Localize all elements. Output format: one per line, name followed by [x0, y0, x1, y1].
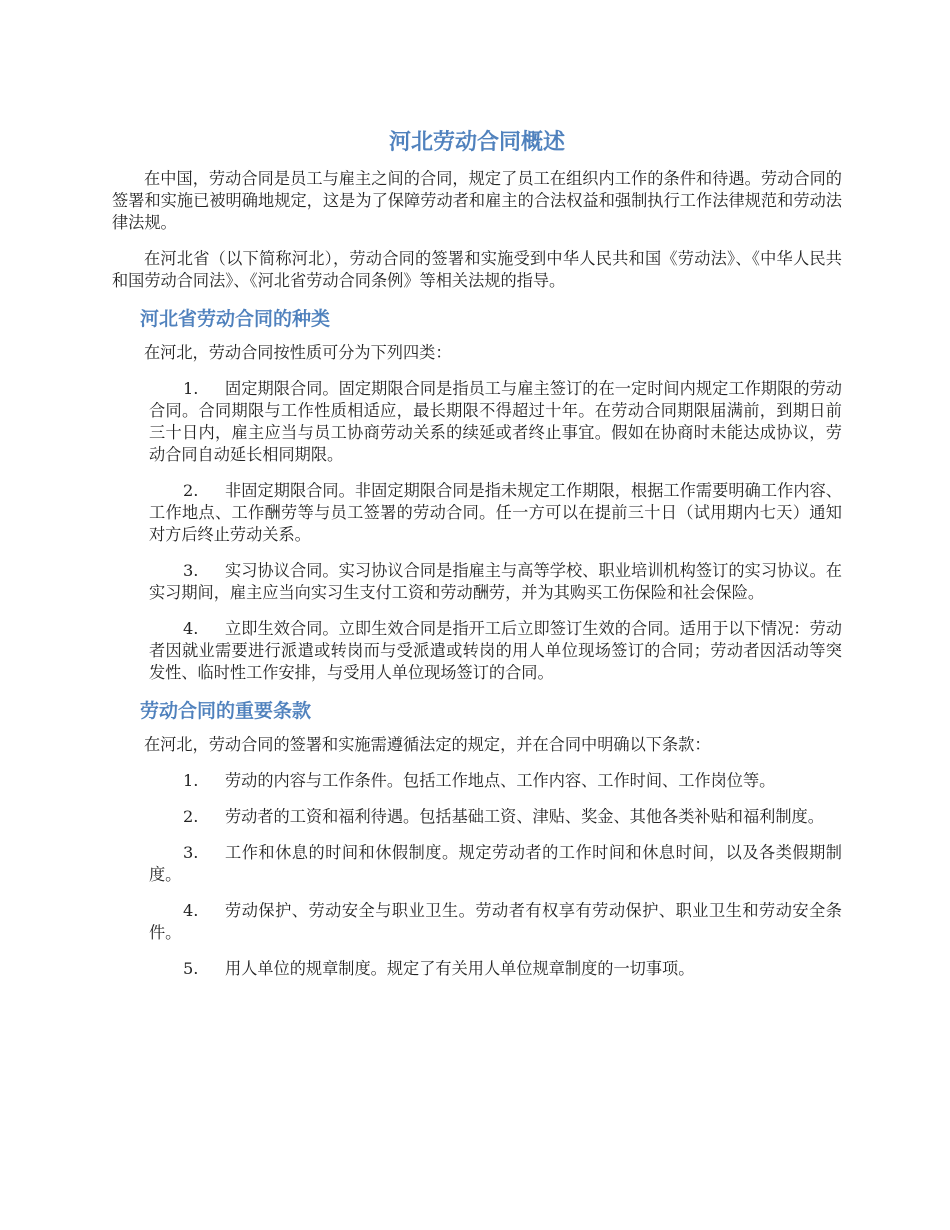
- section-heading-key-clauses: 劳动合同的重要条款: [140, 700, 312, 722]
- list-item-text: 劳动者的工资和福利待遇。包括基础工资、津贴、奖金、其他各类补贴和福利制度。: [225, 807, 824, 826]
- list-item-number: 3.: [183, 561, 199, 580]
- list-item-number: 5.: [183, 959, 199, 978]
- list-item-text: 非固定期限合同。非固定期限合同是指未规定工作期限，根据工作需要明确工作内容、工作地点、工作酬劳等与员工签署的劳动合同。任一方可以在提前三十日（试用期内七天）通知对方后终止劳动关系。: [149, 481, 842, 544]
- contract-types-list: [112, 378, 842, 684]
- list-item: [149, 618, 842, 684]
- list-item-text: 工作和休息的时间和休假制度。规定劳动者的工作时间和休息时间，以及各类假期制度。: [149, 843, 842, 884]
- list-item: [149, 958, 842, 980]
- intro-paragraph-1: 在中国，劳动合同是员工与雇主之间的合同，规定了员工在组织内工作的条件和待遇。劳动合同的签署和实施已被明确地规定，这是为了保障劳动者和雇主的合法权益和强制执行工作法律规范和劳动法律法规。: [112, 169, 842, 232]
- list-item: [149, 378, 842, 466]
- list-item-number: 1.: [183, 379, 199, 398]
- list-item-number: 4.: [183, 619, 199, 638]
- section-lead-contract-types: 在河北，劳动合同按性质可分为下列四类：: [144, 343, 452, 362]
- document-body: [112, 128, 842, 994]
- list-item-text: 劳动保护、劳动安全与职业卫生。劳动者有权享有劳动保护、职业卫生和劳动安全条件。: [149, 901, 842, 942]
- list-item: [149, 770, 842, 792]
- list-item: [149, 560, 842, 604]
- list-item-number: 3.: [183, 843, 199, 862]
- list-item-text: 劳动的内容与工作条件。包括工作地点、工作内容、工作时间、工作岗位等。: [225, 771, 776, 790]
- list-item-number: 2.: [183, 807, 199, 826]
- list-item: [149, 900, 842, 944]
- page-title: 河北劳动合同概述: [388, 130, 565, 155]
- list-item: [149, 480, 842, 546]
- list-item-number: 4.: [183, 901, 199, 920]
- list-item: [149, 842, 842, 886]
- list-item-number: 1.: [183, 771, 199, 790]
- key-clauses-list: [112, 770, 842, 980]
- list-item-text: 用人单位的规章制度。规定了有关用人单位规章制度的一切事项。: [225, 959, 695, 978]
- section-heading-contract-types: 河北省劳动合同的种类: [140, 308, 331, 330]
- list-item-text: 立即生效合同。立即生效合同是指开工后立即签订生效的合同。适用于以下情况：劳动者因就业需要进行派遣或转岗而与受派遣或转岗的用人单位现场签订的合同；劳动者因活动等突发性、临时性工作安排，与受用人单位现场签订的合同。: [149, 619, 842, 682]
- list-item-text: 实习协议合同。实习协议合同是指雇主与高等学校、职业培训机构签订的实习协议。在实习期间，雇主应当向实习生支付工资和劳动酬劳，并为其购买工伤保险和社会保险。: [149, 561, 842, 602]
- list-item-text: 固定期限合同。固定期限合同是指员工与雇主签订的在一定时间内规定工作期限的劳动合同。合同期限与工作性质相适应，最长期限不得超过十年。在劳动合同期限届满前，到期日前三十日内，雇主应当与员工协商劳动关系的续延或者终止事宜。假如在协商时未能达成协议，劳动合同自动延长相同期限。: [149, 379, 842, 464]
- section-lead-key-clauses: 在河北，劳动合同的签署和实施需遵循法定的规定，并在合同中明确以下条款：: [144, 735, 711, 754]
- intro-paragraph-2: 在河北省（以下简称河北），劳动合同的签署和实施受到中华人民共和国《劳动法》、《中华人民共和国劳动合同法》、《河北省劳动合同条例》等相关法规的指导。: [112, 249, 842, 290]
- list-item-number: 2.: [183, 481, 199, 500]
- list-item: [149, 806, 842, 828]
